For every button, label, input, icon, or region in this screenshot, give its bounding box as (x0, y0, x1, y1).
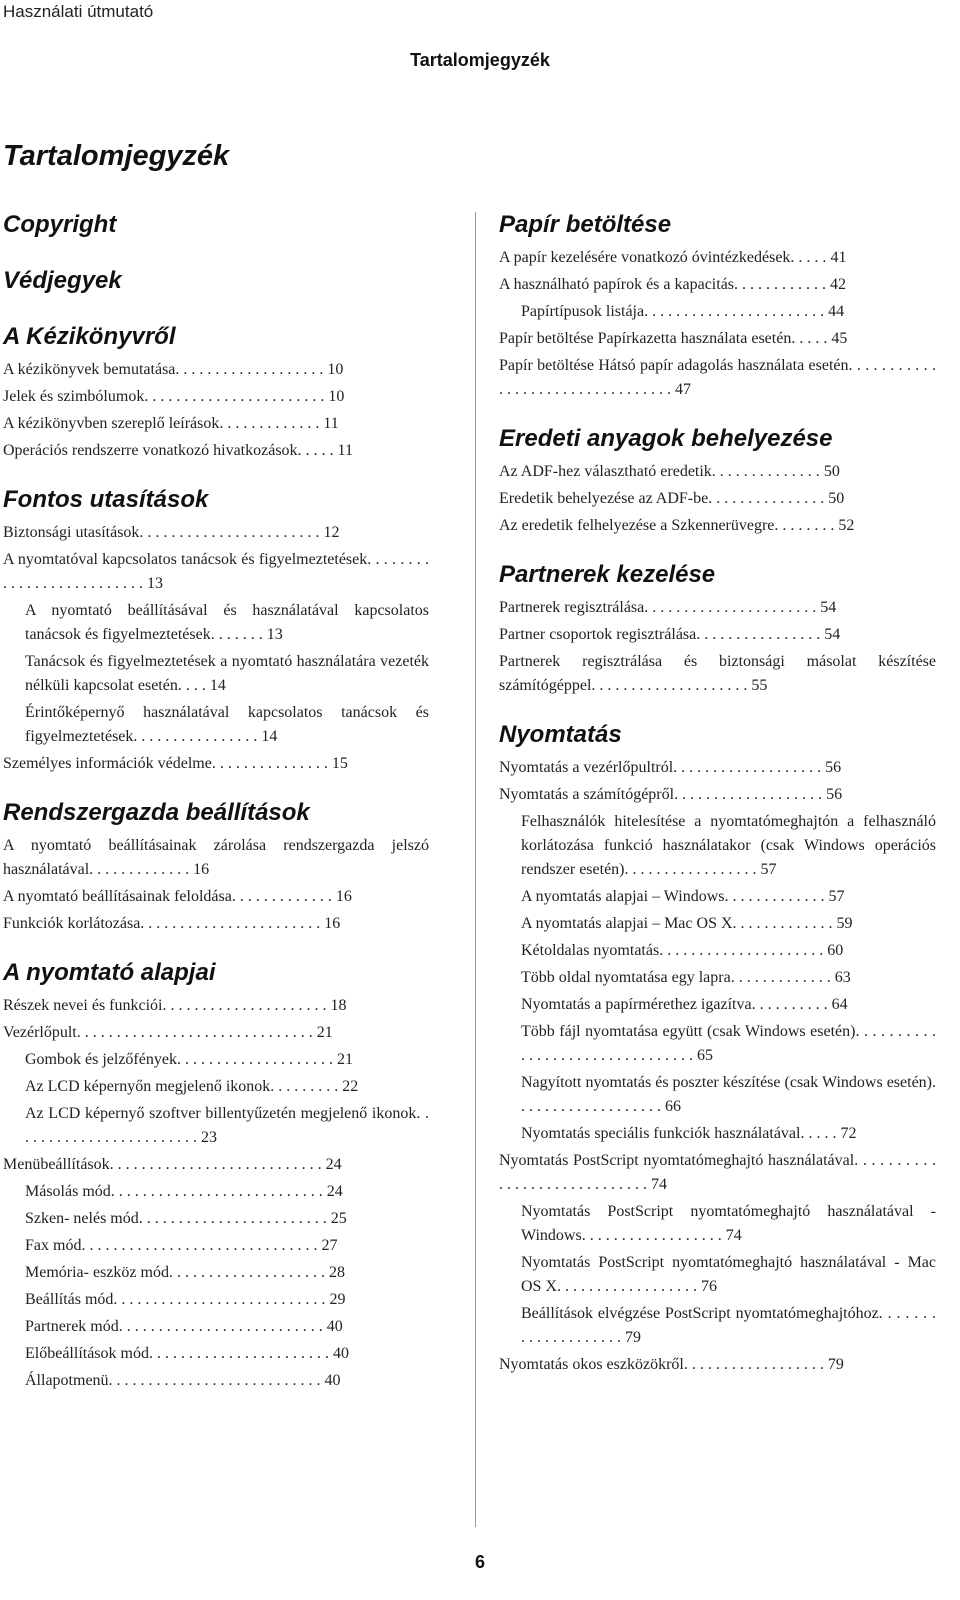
toc-entry[interactable] (499, 623, 936, 647)
toc-entry[interactable] (3, 599, 429, 647)
toc-entry[interactable] (499, 300, 936, 324)
toc-entry[interactable] (3, 1048, 429, 1072)
toc-entry[interactable] (3, 1369, 429, 1393)
toc-entry-page: 23 (201, 1129, 217, 1146)
toc-entry-page: 65 (697, 1047, 713, 1064)
toc-entry[interactable] (3, 1207, 429, 1231)
toc-entry[interactable] (3, 412, 429, 436)
toc-entry-label: Nyomtatás PostScript nyomtatómeghajtó használatával - Mac OS X. . . . . . . . . . . . . . . . . . (521, 1254, 936, 1295)
toc-entry-label: Papír betöltése Hátsó papír adagolás használata esetén. . . . . . . . . . . . . . . . . . . . . . . . . . . . . . . . . (499, 357, 936, 398)
toc-entry-page: 40 (332, 1345, 349, 1362)
toc-entry[interactable] (499, 460, 936, 484)
toc-entry-page: 25 (330, 1210, 347, 1227)
toc-entry-page: 13 (266, 626, 283, 643)
toc-entry-label: Több fájl nyomtatása együtt (csak Windows esetén). . . . . . . . . . . . . . . . . . . . . . . . . . . . . . . . (521, 1023, 936, 1064)
toc-entry-label: Partnerek regisztrálása. . . . . . . . . . . . . . . . . . . . . . (499, 599, 817, 616)
toc-entry-page: 42 (830, 276, 847, 293)
toc-entry-label: Az LCD képernyőn megjelenő ikonok. . . . . . . . . (25, 1078, 339, 1095)
toc-entry[interactable] (499, 1200, 936, 1248)
toc-entry-label: Nyomtatás PostScript nyomtatómeghajtó használatával - Windows. . . . . . . . . . . . . . . . . . (521, 1203, 936, 1244)
toc-entry-label: Partnerek regisztrálása és biztonsági másolat készítése számítógéppel. . . . . . . . . . . . . . . . . . . . (499, 653, 936, 694)
page-number: 6 (474, 1552, 485, 1572)
toc-entry-page: 66 (665, 1098, 681, 1115)
toc-entry-page: 64 (831, 996, 848, 1013)
toc-entry[interactable] (499, 783, 936, 807)
toc-entry-page: 60 (827, 942, 844, 959)
toc-entry[interactable] (3, 1021, 429, 1045)
toc-entry[interactable] (499, 810, 936, 882)
toc-entry[interactable] (3, 1315, 429, 1339)
toc-entry-label: A nyomtató beállításainak feloldása. . . . . . . . . . . . . (3, 888, 332, 905)
toc-section-copyright (3, 210, 429, 240)
toc-entry-page: 10 (327, 361, 344, 378)
toc-entry[interactable] (499, 354, 936, 402)
toc-entry-page: 56 (825, 759, 842, 776)
toc-section-a-kezikonyvrol (3, 322, 429, 463)
toc-entry-label: Szken- nelés mód. . . . . . . . . . . . . . . . . . . . . . . . (25, 1210, 327, 1227)
section-heading[interactable]: Partnerek kezelése (499, 561, 716, 588)
toc-entry-page: 55 (751, 677, 768, 694)
toc-entry-label: Nyomtatás a számítógépről. . . . . . . . . . . . . . . . . . . (499, 786, 823, 803)
toc-entry-page: 40 (326, 1318, 343, 1335)
toc-entry-label: Személyes információk védelme. . . . . . . . . . . . . . . (3, 755, 328, 772)
toc-entry-label: Nyomtatás PostScript nyomtatómeghajtó használatával. . . . . . . . . . . . . . . . . . . . . . . . . . . . . (499, 1152, 936, 1193)
toc-entry-page: 47 (675, 381, 691, 398)
toc-entry-page: 79 (625, 1329, 641, 1346)
toc-entry-label: Partnerek mód. . . . . . . . . . . . . . . . . . . . . . . . . . (25, 1318, 323, 1335)
toc-entry-page: 10 (328, 388, 345, 405)
toc-entry-page: 41 (830, 249, 847, 266)
toc-entry-label: Az LCD képernyő szoftver billentyűzetén megjelenő ikonok. . . . . . . . . . . . . . . . . . . . . . . . (25, 1105, 429, 1146)
toc-entry-label: Jelek és szimbólumok. . . . . . . . . . . . . . . . . . . . . . . (3, 388, 325, 405)
toc-entry-page: 74 (651, 1176, 667, 1193)
toc-entry-page: 24 (326, 1183, 343, 1200)
toc-entry-page: 44 (828, 303, 845, 320)
toc-entry-page: 59 (836, 915, 853, 932)
toc-entry[interactable] (499, 487, 936, 511)
section-heading[interactable]: Papír betöltése (499, 211, 672, 238)
toc-entry-label: A nyomtatás alapjai – Mac OS X. . . . . . . . . . . . . (521, 915, 833, 932)
toc-entry-list (499, 596, 936, 698)
toc-section-a-nyomtato-alapjai (3, 958, 429, 1393)
toc-entry-page: 18 (330, 997, 347, 1014)
toc-entry-page: 57 (760, 861, 777, 878)
toc-entry-label: A nyomtatóval kapcsolatos tanácsok és figyelmeztetések. . . . . . . . . . . . . . . . . . . . . . . . . . (3, 551, 429, 592)
toc-entry[interactable] (3, 548, 429, 596)
toc-section-fontos-utasitasok (3, 485, 429, 776)
toc-left-column (3, 210, 429, 1415)
toc-entry-page: 24 (325, 1156, 342, 1173)
toc-entry-label: A nyomtató beállításainak zárolása rendszergazda jelszó használatával. . . . . . . . . . . . . (3, 837, 429, 878)
toc-entry-label: A nyomtató beállításával és használatával kapcsolatos tanácsok és figyelmeztetések. . . . . . . (25, 602, 429, 643)
toc-entry-label: Papír betöltése Papírkazetta használata esetén. . . . . (499, 330, 828, 347)
toc-entry-label: Másolás mód. . . . . . . . . . . . . . . . . . . . . . . . . . . (25, 1183, 323, 1200)
toc-entry[interactable] (499, 939, 936, 963)
toc-entry[interactable] (3, 385, 429, 409)
toc-entry[interactable] (3, 358, 429, 382)
section-heading[interactable]: Védjegyek (3, 267, 122, 294)
toc-entry[interactable] (3, 439, 429, 463)
toc-entry-page: 40 (324, 1372, 341, 1389)
toc-entry[interactable] (3, 1102, 429, 1150)
column-divider (475, 212, 476, 1527)
toc-entry-page: 14 (209, 677, 226, 694)
toc-entry-label: Nyomtatás speciális funkciók használatával. . . . . (521, 1125, 837, 1142)
toc-right-column (499, 210, 936, 1399)
toc-entry[interactable] (499, 514, 936, 538)
toc-entry-label: Állapotmenü. . . . . . . . . . . . . . . . . . . . . . . . . . . (25, 1372, 321, 1389)
toc-entry-page: 52 (838, 517, 855, 534)
toc-entry-page: 72 (840, 1125, 857, 1142)
toc-entry-label: Részek nevei és funkciói. . . . . . . . . . . . . . . . . . . . . (3, 997, 327, 1014)
toc-entry-label: Menübeállítások. . . . . . . . . . . . . . . . . . . . . . . . . . . (3, 1156, 322, 1173)
toc-entry-label: Vezérlőpult. . . . . . . . . . . . . . . . . . . . . . . . . . . . . . (3, 1024, 313, 1041)
toc-entry[interactable] (499, 246, 936, 270)
toc-entry[interactable] (3, 1342, 429, 1366)
document-title: Használati útmutató (3, 2, 154, 21)
toc-entry-label: Operációs rendszerre vonatkozó hivatkozások. . . . . (3, 442, 334, 459)
toc-entry-page: 22 (342, 1078, 359, 1095)
toc-entry-page: 16 (324, 915, 341, 932)
toc-entry-label: Papírtípusok listája. . . . . . . . . . . . . . . . . . . . . . . (521, 303, 825, 320)
toc-entry-label: Beállítás mód. . . . . . . . . . . . . . . . . . . . . . . . . . . (25, 1291, 326, 1308)
toc-entry[interactable] (499, 885, 936, 909)
toc-entry-label: Nyomtatás okos eszközökről. . . . . . . . . . . . . . . . . . (499, 1356, 824, 1373)
toc-entry[interactable] (499, 650, 936, 698)
toc-entry-list (3, 834, 429, 936)
section-heading[interactable]: Fontos utasítások (3, 486, 209, 513)
toc-entry-page: 21 (316, 1024, 333, 1041)
toc-entry[interactable] (3, 701, 429, 749)
toc-entry-list (499, 246, 936, 402)
toc-entry[interactable] (3, 912, 429, 936)
toc-entry[interactable] (499, 1149, 936, 1197)
toc-section-eredeti-anyagok-behelyezese (499, 424, 936, 538)
toc-entry-page: 56 (826, 786, 843, 803)
toc-entry-page: 54 (820, 599, 837, 616)
toc-entry[interactable] (499, 756, 936, 780)
toc-entry-label: Memória- eszköz mód. . . . . . . . . . . . . . . . . . . . (25, 1264, 325, 1281)
toc-entry-page: 16 (193, 861, 210, 878)
toc-entry-label: Tanácsok és figyelmeztetések a nyomtató használatára vezeték nélküli kapcsolat esetén. . . . (25, 653, 429, 694)
toc-entry-page: 50 (828, 490, 845, 507)
toc-entry[interactable] (3, 1288, 429, 1312)
toc-entry-page: 15 (331, 755, 348, 772)
toc-entry-label: Partner csoportok regisztrálása. . . . . . . . . . . . . . . . (499, 626, 821, 643)
toc-entry-label: A nyomtatás alapjai – Windows. . . . . . . . . . . . . (521, 888, 825, 905)
toc-entry-page: 12 (323, 524, 340, 541)
toc-entry-page: 29 (329, 1291, 346, 1308)
toc-entry-page: 57 (828, 888, 845, 905)
toc-section-vedjegyek (3, 266, 429, 296)
toc-entry-page: 21 (336, 1051, 353, 1068)
toc-entry-label: A kézikönyvben szereplő leírások. . . . . . . . . . . . . (3, 415, 320, 432)
toc-entry-page: 14 (261, 728, 278, 745)
toc-entry-label: A papír kezelésére vonatkozó óvintézkedések. . . . . (499, 249, 827, 266)
toc-entry-list (3, 994, 429, 1393)
toc-entry[interactable] (499, 966, 936, 990)
toc-entry-page: 13 (147, 575, 163, 592)
toc-entry-page: 27 (321, 1237, 338, 1254)
section-heading[interactable]: A Kézikönyvről (3, 323, 176, 350)
toc-entry-label: Felhasználók hitelesítése a nyomtatómeghajtón a felhasználó korlátozása funkció használatakor (csak Windows operációs rendszer esetén). . . . . . . . . . . . . . . . . (521, 813, 936, 878)
toc-entry-label: Az ADF-hez választható eredetik. . . . . . . . . . . . . . (499, 463, 820, 480)
toc-entry-label: Több oldal nyomtatása egy lapra. . . . . . . . . . . . . (521, 969, 831, 986)
toc-entry[interactable] (3, 1153, 429, 1177)
toc-section-rendszergazda-beallitasok (3, 798, 429, 936)
toc-entry[interactable] (499, 912, 936, 936)
toc-entry-label: Funkciók korlátozása. . . . . . . . . . . . . . . . . . . . . . . (3, 915, 321, 932)
toc-entry[interactable] (499, 1353, 936, 1377)
toc-entry-list (3, 521, 429, 776)
toc-entry-page: 11 (337, 442, 353, 459)
toc-entry[interactable] (3, 1234, 429, 1258)
toc-entry[interactable] (3, 994, 429, 1018)
toc-entry-label: Nagyított nyomtatás és poszter készítése (csak Windows esetén). . . . . . . . . . . . . . . . . . . (521, 1074, 936, 1115)
toc-entry-page: 50 (823, 463, 840, 480)
running-header: Tartalomjegyzék (410, 50, 550, 70)
toc-entry-page: 79 (827, 1356, 844, 1373)
toc-entry-label: A használható papírok és a kapacitás. . . . . . . . . . . . (499, 276, 827, 293)
toc-entry-label: Előbeállítások mód. . . . . . . . . . . . . . . . . . . . . . . (25, 1345, 329, 1362)
toc-entry[interactable] (499, 596, 936, 620)
toc-entry[interactable] (3, 752, 429, 776)
toc-section-partnerek-kezelese (499, 560, 936, 698)
toc-entry-page: 74 (725, 1227, 742, 1244)
toc-entry-label: Eredetik behelyezése az ADF-be. . . . . . . . . . . . . . . (499, 490, 825, 507)
toc-entry-page: 63 (834, 969, 851, 986)
section-heading[interactable]: A nyomtató alapjai (3, 959, 216, 986)
toc-entry-list (3, 358, 429, 463)
toc-entry-list (499, 756, 936, 1377)
toc-entry-label: Kétoldalas nyomtatás. . . . . . . . . . . . . . . . . . . . . (521, 942, 824, 959)
toc-entry[interactable] (3, 650, 429, 698)
toc-entry-label: Beállítások elvégzése PostScript nyomtatómeghajtóhoz. . . . . . . . . . . . . . . . . . . . (521, 1305, 936, 1346)
toc-entry[interactable] (499, 1251, 936, 1299)
toc-entry-page: 11 (323, 415, 339, 432)
toc-entry-page: 28 (328, 1264, 345, 1281)
toc-entry[interactable] (499, 993, 936, 1017)
toc-entry-label: Gombok és jelzőfények. . . . . . . . . . . . . . . . . . . . (25, 1051, 333, 1068)
toc-section-nyomtatas (499, 720, 936, 1377)
toc-entry[interactable] (3, 1180, 429, 1204)
toc-entry[interactable] (3, 1075, 429, 1099)
toc-entry[interactable] (499, 1020, 936, 1068)
toc-entry[interactable] (499, 327, 936, 351)
section-heading[interactable]: Rendszergazda beállítások (3, 799, 310, 826)
toc-entry-label: Nyomtatás a papírmérethez igazítva. . . . . . . . . . (521, 996, 828, 1013)
toc-entry[interactable] (3, 834, 429, 882)
toc-entry-page: 76 (701, 1278, 718, 1295)
toc-entry[interactable] (3, 521, 429, 545)
toc-entry-list (499, 460, 936, 538)
toc-entry[interactable] (499, 273, 936, 297)
toc-entry-label: A kézikönyvek bemutatása. . . . . . . . . . . . . . . . . . . (3, 361, 324, 378)
toc-entry[interactable] (3, 885, 429, 909)
section-heading[interactable]: Eredeti anyagok behelyezése (499, 425, 833, 452)
toc-entry[interactable] (499, 1302, 936, 1350)
section-heading[interactable]: Copyright (3, 211, 117, 238)
toc-section-papir-betoltese (499, 210, 936, 402)
toc-entry-label: Érintőképernyő használatával kapcsolatos tanácsok és figyelmeztetések. . . . . . . . . . . . . . . . (25, 704, 429, 745)
toc-entry-label: Fax mód. . . . . . . . . . . . . . . . . . . . . . . . . . . . . . (25, 1237, 318, 1254)
toc-entry-label: Az eredetik felhelyezése a Szkennerüvegre. . . . . . . . (499, 517, 835, 534)
toc-entry[interactable] (499, 1071, 936, 1119)
toc-entry-page: 16 (335, 888, 352, 905)
toc-entry-label: Biztonsági utasítások. . . . . . . . . . . . . . . . . . . . . . . (3, 524, 320, 541)
section-heading[interactable]: Nyomtatás (499, 721, 622, 748)
toc-entry-page: 45 (831, 330, 848, 347)
toc-entry[interactable] (3, 1261, 429, 1285)
toc-entry-label: Nyomtatás a vezérlőpultról. . . . . . . . . . . . . . . . . . . (499, 759, 822, 776)
page-title: Tartalomjegyzék (3, 140, 230, 172)
toc-entry[interactable] (499, 1122, 936, 1146)
toc-entry-page: 54 (824, 626, 841, 643)
